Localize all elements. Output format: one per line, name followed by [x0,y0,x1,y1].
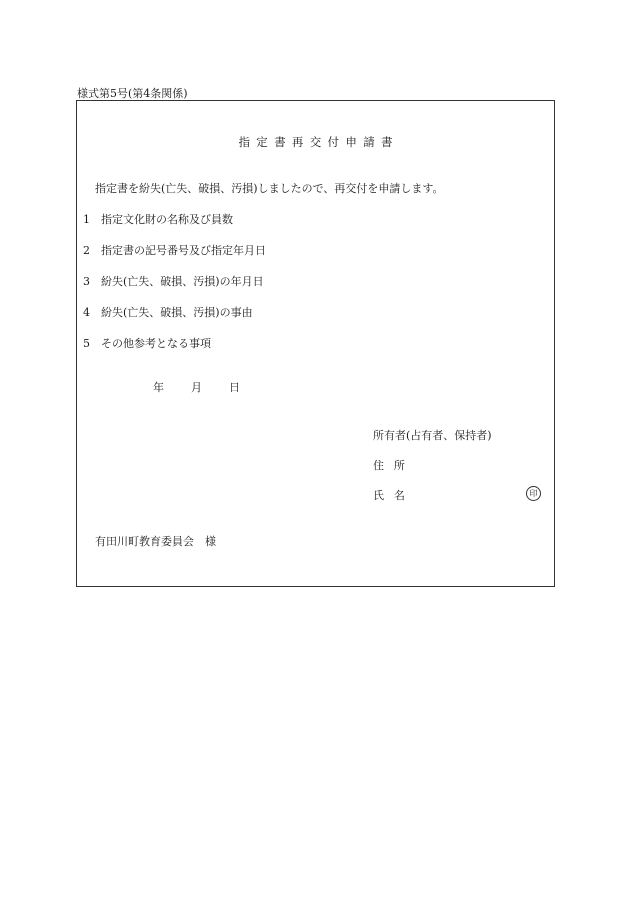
date-line [153,379,240,395]
date-day: 日 [229,381,240,394]
item-text: その他参考となる事項 [101,337,211,350]
item-text: 指定文化財の名称及び員数 [101,213,233,226]
name-label: 氏名 [373,489,415,502]
item-number: 3 [83,275,90,288]
item-number: 5 [83,337,90,350]
addressee: 有田川町教育委員会 様 [95,535,216,548]
list-item [83,304,253,320]
intro-text: 指定書を紛失(亡失、破損、汚損)しましたので、再交付を申請します。 [95,182,444,195]
item-text: 紛失(亡失、破損、汚損)の年月日 [101,275,264,288]
form-number: 様式第5号(第4条関係) [77,87,188,100]
item-number: 4 [83,306,90,319]
date-month: 月 [191,381,202,394]
item-text: 指定書の記号番号及び指定年月日 [101,244,266,257]
list-item [83,211,233,227]
owner-label: 所有者(占有者、保持者) [373,429,492,442]
item-number: 2 [83,244,90,257]
list-item [83,335,211,351]
item-number: 1 [83,213,90,226]
list-item [83,242,266,258]
list-item [83,273,264,289]
form-title: 指定書再交付申請書 [238,135,399,149]
date-year: 年 [153,381,164,394]
item-text: 紛失(亡失、破損、汚損)の事由 [101,306,253,319]
address-label: 住所 [373,459,415,472]
seal-mark: 印 [526,486,541,501]
application-form [76,100,555,587]
